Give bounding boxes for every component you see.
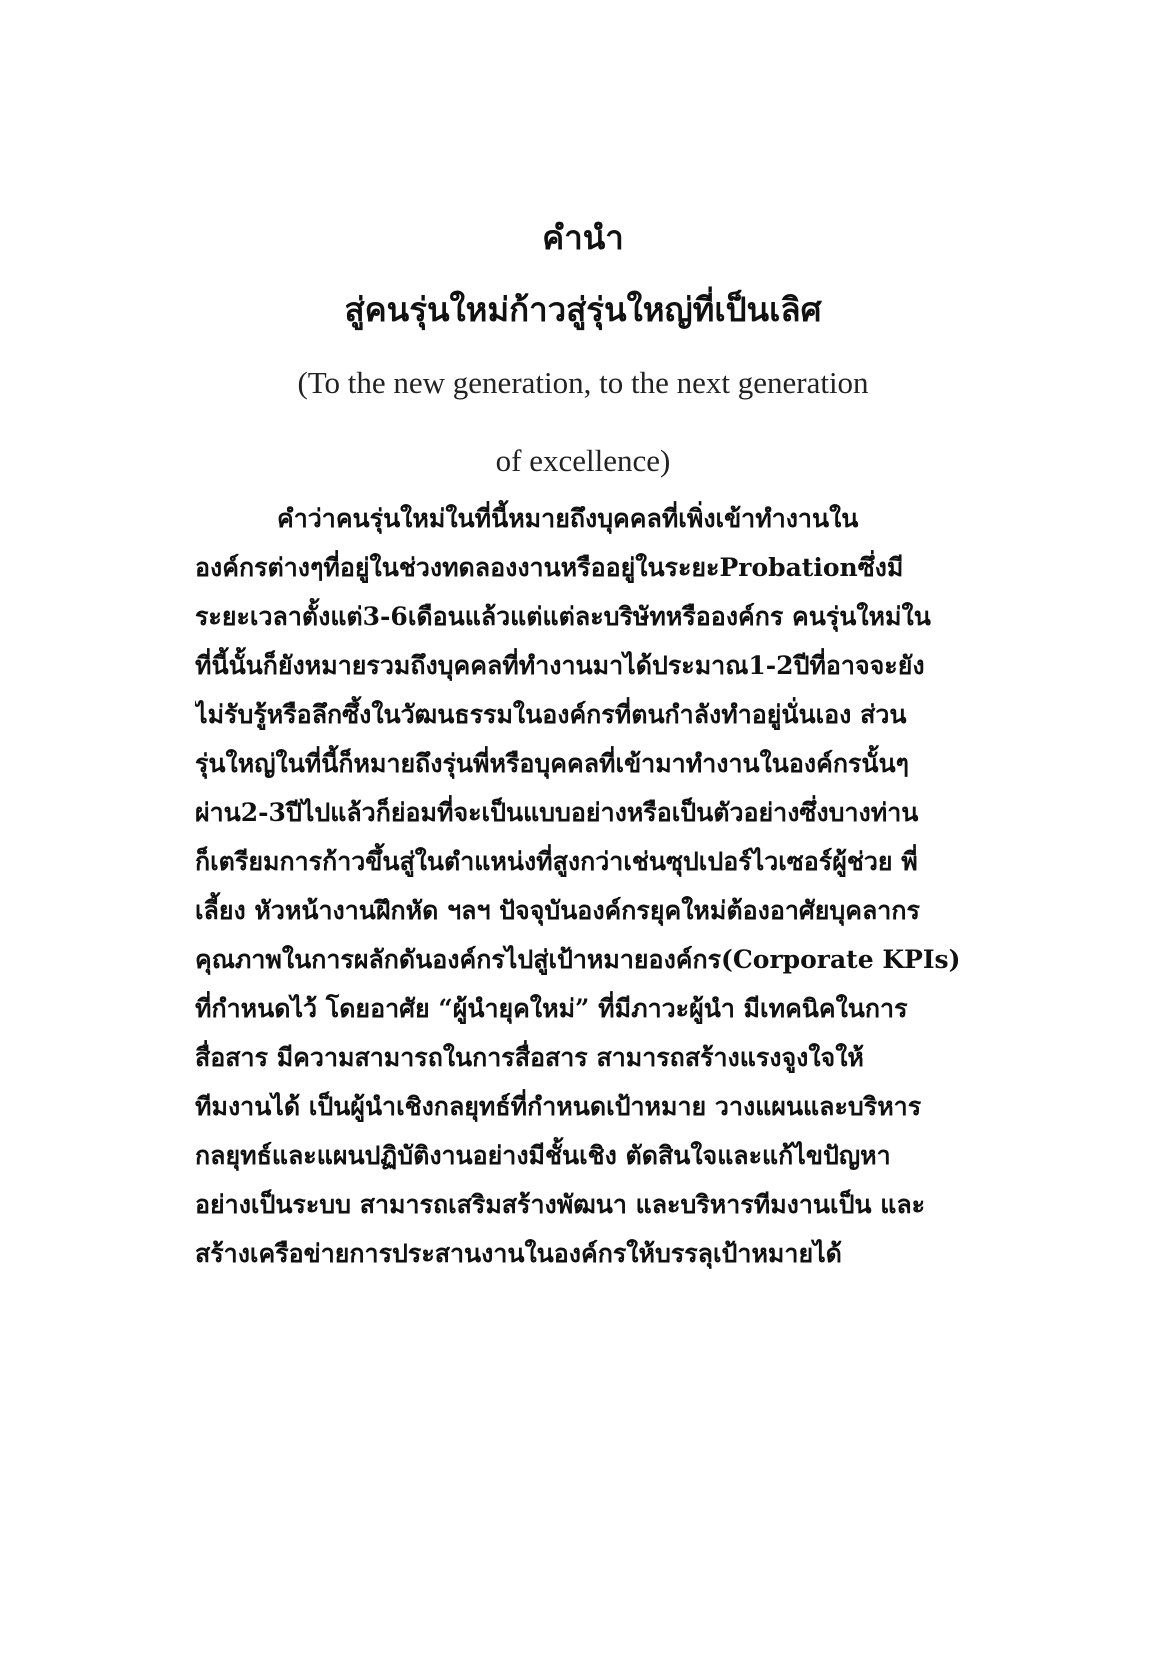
document-title-english-line-1: (To the new generation, to the next generation (297, 365, 869, 400)
body-line: รุ่นใหญ่ในที่นี้ก็หมายถึงรุ่นพี่หรือบุคคลที่เข้ามาทำงานในองค์กรนั้นๆ (195, 749, 909, 778)
body-line: อย่างเป็นระบบ สามารถเสริมสร้างพัฒนา และบริหารทีมงานเป็น และ (195, 1190, 926, 1219)
body-line: สื่อสาร มีความสามารถในการสื่อสาร สามารถสร้างแรงจูงใจให้ (195, 1043, 864, 1072)
body-line: ไม่รับรู้หรือลึกซึ้งในวัฒนธรรมในองค์กรที่ตนกำลังทำอยู่นั่นเอง ส่วน (195, 700, 907, 729)
body-line: ที่นี้นั้นก็ยังหมายรวมถึงบุคคลที่ทำงานมาได้ประมาณ1-2ปีที่อาจจะยัง (195, 651, 925, 680)
body-line: ทีมงานได้ เป็นผู้นำเชิงกลยุทธ์ที่กำหนดเป้าหมาย วางแผนและบริหาร (195, 1092, 922, 1121)
body-line: องค์กรต่างๆที่อยู่ในช่วงทดลองงานหรืออยู่ในระยะProbationซึ่งมี (195, 553, 904, 582)
preface-heading: คำนำ (542, 218, 624, 257)
body-line: คำว่าคนรุ่นใหม่ในที่นี้หมายถึงบุคคลที่เพิ่งเข้าทำงานใน (277, 504, 859, 533)
body-line: ผ่าน2-3ปีไปแล้วก็ย่อมที่จะเป็นแบบอย่างหรือเป็นตัวอย่างซึ่งบางท่าน (195, 798, 919, 827)
body-line: กลยุทธ์และแผนปฏิบัติงานอย่างมีชั้นเชิง ตัดสินใจและแก้ไขปัญหา (195, 1141, 891, 1170)
body-line: สร้างเครือข่ายการประสานงานในองค์กรให้บรรลุเป้าหมายได้ (195, 1239, 842, 1268)
document-title-english-line-2: of excellence) (495, 443, 671, 478)
body-paragraph (195, 494, 975, 1278)
body-line: ระยะเวลาตั้งแต่3-6เดือนแล้วแต่แต่ละบริษัทหรือองค์กร คนรุ่นใหม่ใน (195, 602, 931, 631)
document-title-thai: สู่คนรุ่นใหม่ก้าวสู่รุ่นใหญ่ที่เป็นเลิศ (344, 290, 822, 329)
body-line: ก็เตรียมการก้าวขึ้นสู่ในตำแหน่งที่สูงกว่าเช่นซุปเปอร์ไวเซอร์ผู้ช่วย พี่ (195, 847, 918, 876)
body-line: ที่กำหนดไว้ โดยอาศัย “ผู้นำยุคใหม่” ที่มีภาวะผู้นำ มีเทคนิคในการ (195, 994, 908, 1023)
body-line: เลี้ยง หัวหน้างานฝึกหัด ฯลฯ ปัจจุบันองค์กรยุคใหม่ต้องอาศัยบุคลากร (195, 896, 920, 925)
body-line: คุณภาพในการผลักดันองค์กรไปสู่เป้าหมายองค์กร(Corporate KPIs) (195, 945, 961, 974)
